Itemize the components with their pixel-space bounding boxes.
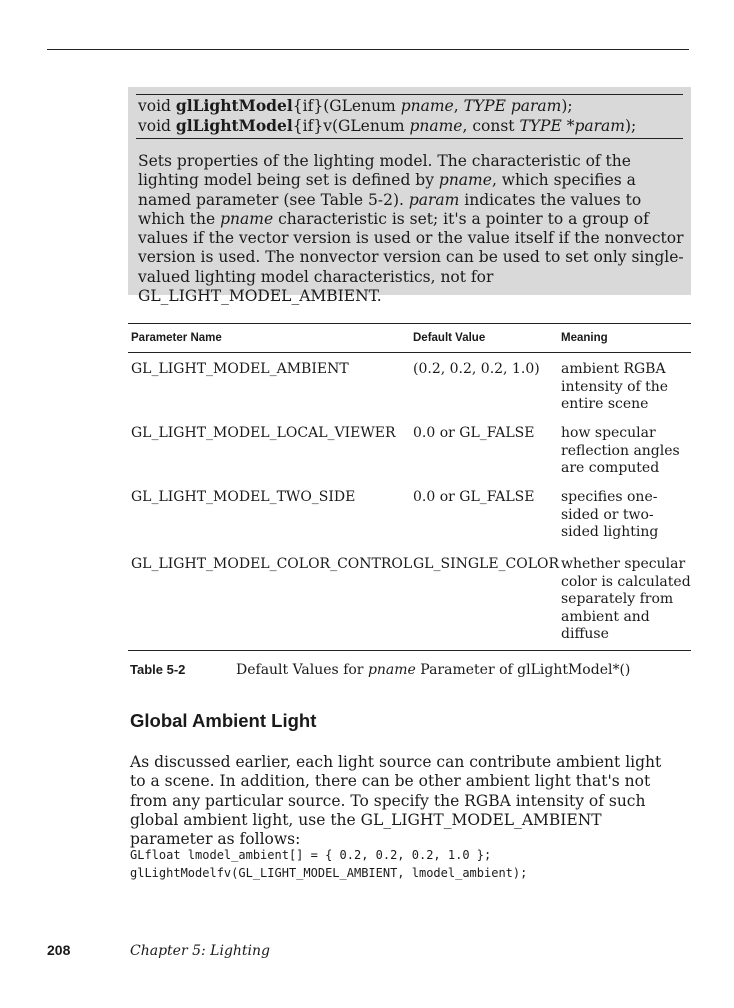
function-signature-vector: void glLightModel{if}v(GLenum pname, const TYPE *param); xyxy=(138,116,637,135)
column-header-default-value: Default Value xyxy=(413,332,486,344)
code-sample xyxy=(130,846,527,882)
table-row-meaning: how specular reflection angles are computed xyxy=(561,425,680,476)
table-row-default: (0.2, 0.2, 0.2, 1.0) xyxy=(413,361,540,377)
box-top-rule xyxy=(136,94,683,95)
function-description: Sets properties of the lighting model. The characteristic of the lighting model being set is defined by pname, which specifies a named parameter (see Table 5-2). param indicates the values to which the pname characteristic is set; it's a pointer to a group of values if the vector version is used or the value itself if the nonvector version is used. The nonvector version can be used to set only single-valued lighting model characteristics, not for GL_LIGHT_MODEL_AMBIENT. xyxy=(138,152,684,306)
section-paragraph: As discussed earlier, each light source can contribute ambient light to a scene. In addition, there can be other ambient light that's not from any particular source. To specify the RGBA intensity of such global ambient light, use the GL_LIGHT_MODEL_AMBIENT parameter as follows: xyxy=(130,753,662,849)
function-reference-box xyxy=(128,87,691,306)
table-row-name: GL_LIGHT_MODEL_LOCAL_VIEWER xyxy=(131,425,396,441)
table-bottom-rule xyxy=(128,650,691,651)
table-top-rule xyxy=(128,323,691,324)
table-row-name: GL_LIGHT_MODEL_AMBIENT xyxy=(131,361,349,377)
table-row-name: GL_LIGHT_MODEL_COLOR_CONTROL xyxy=(131,556,413,572)
table-caption: Table 5-2 Default Values for pname Parameter of glLightModel*() xyxy=(130,662,631,678)
table-header-rule xyxy=(128,352,691,353)
section-heading: Global Ambient Light xyxy=(130,710,317,731)
column-header-parameter-name: Parameter Name xyxy=(131,332,222,344)
table-row-default: GL_SINGLE_COLOR xyxy=(413,556,560,572)
table-row-meaning: ambient RGBA intensity of the entire scene xyxy=(561,361,669,412)
column-header-meaning: Meaning xyxy=(561,332,608,344)
top-rule xyxy=(47,49,689,50)
code-line: GLfloat lmodel_ambient[] = { 0.2, 0.2, 0.2, 1.0 }; xyxy=(130,848,492,862)
page-number: 208 xyxy=(47,942,71,958)
table-caption-number: Table 5-2 xyxy=(130,662,186,677)
code-line: glLightModelfv(GL_LIGHT_MODEL_AMBIENT, lmodel_ambient); xyxy=(130,866,528,880)
table-row-meaning: whether specular color is calculated separately from ambient and diffuse xyxy=(561,556,691,642)
table-row-name: GL_LIGHT_MODEL_TWO_SIDE xyxy=(131,489,356,505)
table-row-default: 0.0 or GL_FALSE xyxy=(413,489,535,505)
table-row-meaning: specifies one-sided or two-sided lighting xyxy=(561,489,659,540)
function-signature-scalar: void glLightModel{if}(GLenum pname, TYPE param); xyxy=(138,96,573,115)
box-signature-rule xyxy=(136,138,683,139)
running-footer-chapter: Chapter 5: Lighting xyxy=(130,943,270,959)
table-row-default: 0.0 or GL_FALSE xyxy=(413,425,535,441)
